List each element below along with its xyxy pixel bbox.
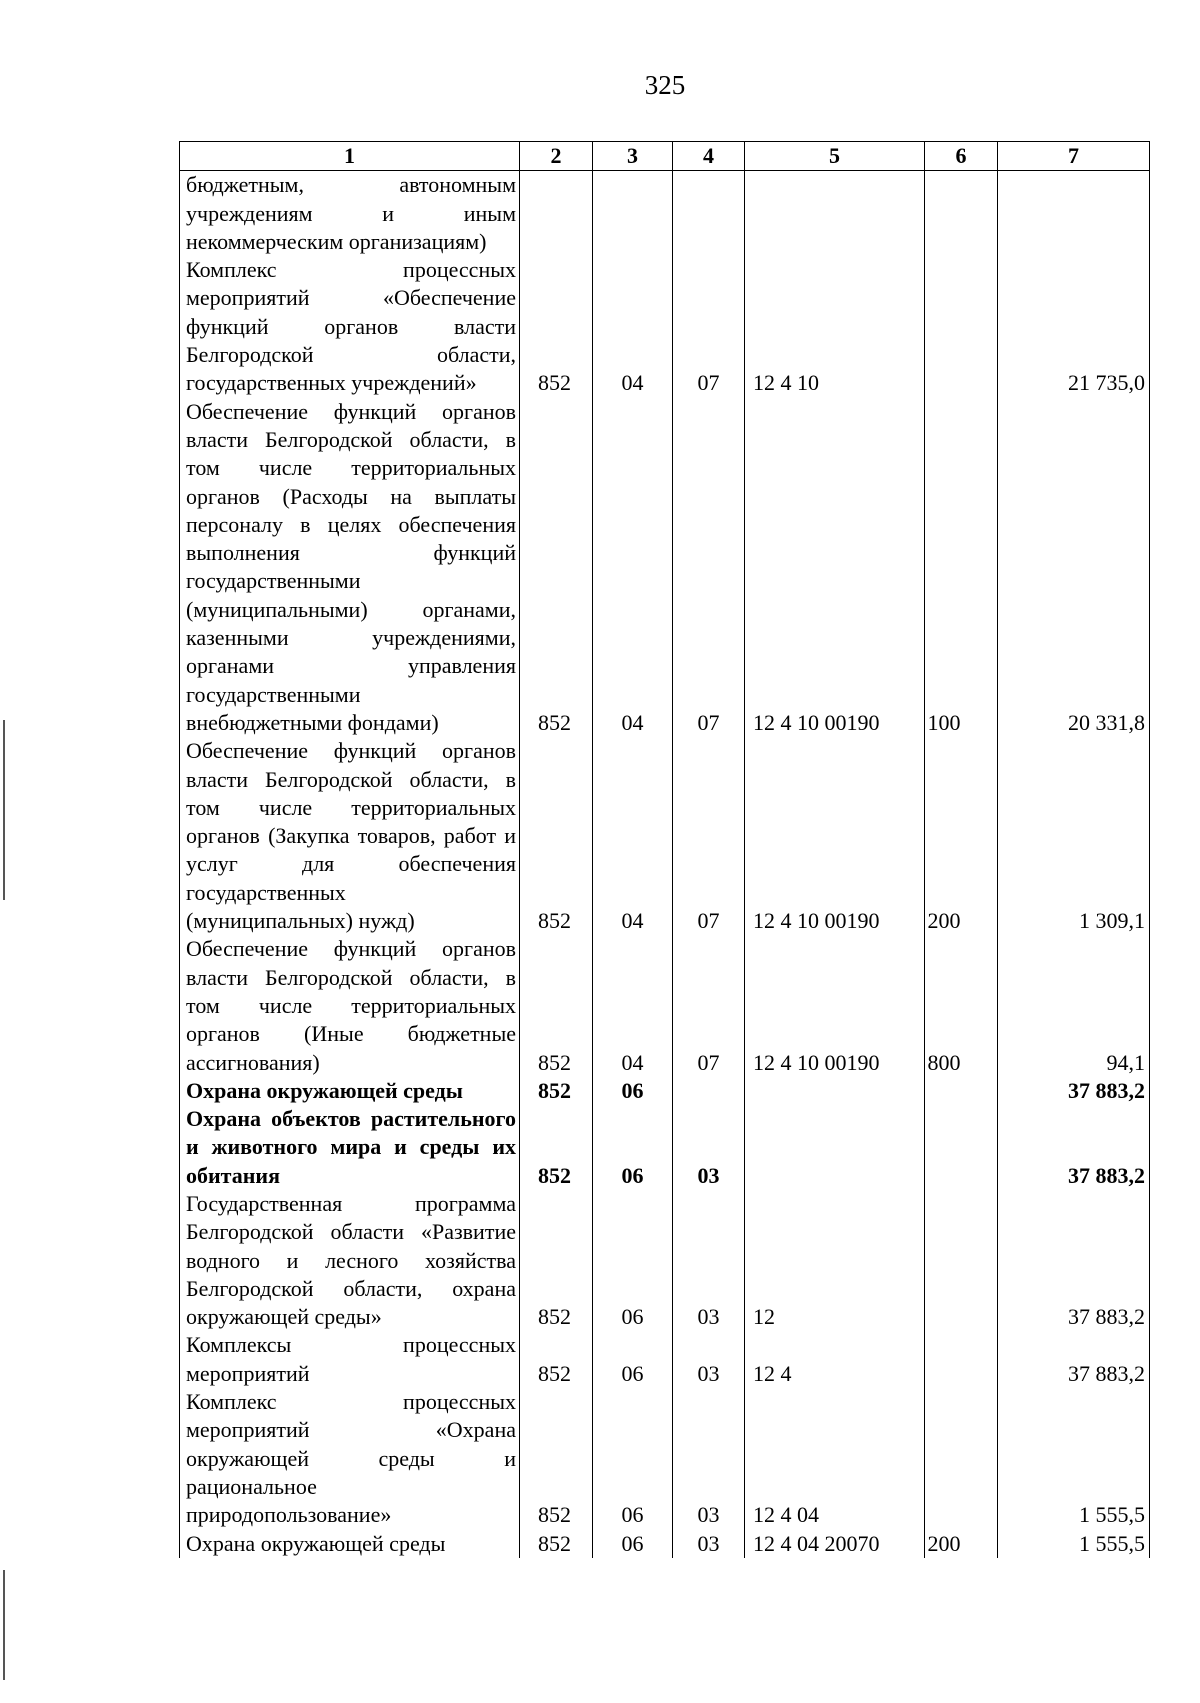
section-code: 06 — [593, 1388, 673, 1529]
subsection-code: 07 — [673, 935, 745, 1076]
department-code — [520, 171, 593, 256]
target-article-code: 12 4 — [745, 1331, 925, 1388]
table-row — [180, 935, 1150, 1076]
table-row — [180, 737, 1150, 935]
amount: 20 331,8 — [998, 398, 1150, 738]
expense-type-code: 200 — [925, 737, 998, 935]
amount: 37 883,2 — [998, 1331, 1150, 1388]
scan-edge-line — [3, 1570, 5, 1680]
department-code: 852 — [520, 1331, 593, 1388]
column-header: 5 — [745, 142, 925, 171]
department-code: 852 — [520, 737, 593, 935]
row-description: бюджетным, автономным учреждениям и иным некоммерческим организациям) — [180, 171, 520, 256]
amount: 37 883,2 — [998, 1190, 1150, 1331]
department-code: 852 — [520, 398, 593, 738]
department-code: 852 — [520, 1105, 593, 1190]
target-article-code: 12 — [745, 1190, 925, 1331]
column-header: 4 — [673, 142, 745, 171]
expense-type-code — [925, 256, 998, 397]
table-row — [180, 256, 1150, 397]
section-code: 04 — [593, 256, 673, 397]
row-description: Комплекс процессных мероприятий «Охрана окружающей среды и рациональное природопользование» — [180, 1388, 520, 1529]
target-article-code: 12 4 04 20070 — [745, 1530, 925, 1558]
column-header: 7 — [998, 142, 1150, 171]
amount — [998, 171, 1150, 256]
column-header: 1 — [180, 142, 520, 171]
target-article-code: 12 4 10 00190 — [745, 935, 925, 1076]
expense-type-code — [925, 1077, 998, 1105]
department-code: 852 — [520, 1190, 593, 1331]
amount: 1 555,5 — [998, 1530, 1150, 1558]
department-code: 852 — [520, 1530, 593, 1558]
subsection-code — [673, 171, 745, 256]
subsection-code: 07 — [673, 398, 745, 738]
subsection-code: 03 — [673, 1530, 745, 1558]
expense-type-code — [925, 171, 998, 256]
target-article-code — [745, 1105, 925, 1190]
section-code — [593, 171, 673, 256]
subsection-code: 03 — [673, 1105, 745, 1190]
expense-type-code: 200 — [925, 1530, 998, 1558]
section-code: 06 — [593, 1530, 673, 1558]
target-article-code: 12 4 10 00190 — [745, 398, 925, 738]
column-header: 6 — [925, 142, 998, 171]
section-code: 04 — [593, 398, 673, 738]
department-code: 852 — [520, 256, 593, 397]
section-code: 04 — [593, 737, 673, 935]
row-description: Обеспечение функций органов власти Белгородской области, в том числе территориальных органов (Расходы на выплаты персоналу в целях обеспечения выполнения функций государственными (муниципальными) органами, казенными учреждениями, органами управления государственными внебюджетными фондами) — [180, 398, 520, 738]
target-article-code — [745, 171, 925, 256]
row-description: Обеспечение функций органов власти Белгородской области, в том числе территориальных органов (Иные бюджетные ассигнования) — [180, 935, 520, 1076]
subsection-code: 07 — [673, 256, 745, 397]
column-header: 3 — [593, 142, 673, 171]
table-row — [180, 398, 1150, 738]
budget-table — [179, 141, 1150, 1558]
table-row — [180, 1190, 1150, 1331]
row-description: Обеспечение функций органов власти Белгородской области, в том числе территориальных органов (Закупка товаров, работ и услуг для обеспечения государственных (муниципальных) нужд) — [180, 737, 520, 935]
expense-type-code: 800 — [925, 935, 998, 1076]
department-code: 852 — [520, 1388, 593, 1529]
row-description: Комплекс процессных мероприятий «Обеспечение функций органов власти Белгородской области, государственных учреждений» — [180, 256, 520, 397]
target-article-code: 12 4 10 00190 — [745, 737, 925, 935]
table-header-row — [180, 142, 1150, 171]
table-row — [180, 171, 1150, 256]
column-header: 2 — [520, 142, 593, 171]
section-code: 06 — [593, 1105, 673, 1190]
expense-type-code — [925, 1105, 998, 1190]
scan-edge-line — [3, 720, 5, 900]
section-code: 04 — [593, 935, 673, 1076]
expense-type-code — [925, 1190, 998, 1331]
expense-type-code — [925, 1388, 998, 1529]
target-article-code: 12 4 10 — [745, 256, 925, 397]
department-code: 852 — [520, 935, 593, 1076]
amount: 37 883,2 — [998, 1105, 1150, 1190]
amount: 1 555,5 — [998, 1388, 1150, 1529]
table-row — [180, 1077, 1150, 1105]
expense-type-code: 100 — [925, 398, 998, 738]
target-article-code — [745, 1077, 925, 1105]
row-description: Охрана объектов растительного и животного мира и среды их обитания — [180, 1105, 520, 1190]
target-article-code: 12 4 04 — [745, 1388, 925, 1529]
row-description: Охрана окружающей среды — [180, 1077, 520, 1105]
amount: 1 309,1 — [998, 737, 1150, 935]
table-row — [180, 1105, 1150, 1190]
page-number: 325 — [644, 70, 686, 100]
subsection-code: 03 — [673, 1190, 745, 1331]
table-row — [180, 1388, 1150, 1529]
row-description: Государственная программа Белгородской области «Развитие водного и лесного хозяйства Белгородской области, охрана окружающей среды» — [180, 1190, 520, 1331]
subsection-code: 03 — [673, 1331, 745, 1388]
amount: 94,1 — [998, 935, 1150, 1076]
subsection-code: 07 — [673, 737, 745, 935]
table-row — [180, 1331, 1150, 1388]
row-description: Комплексы процессных мероприятий — [180, 1331, 520, 1388]
section-code: 06 — [593, 1331, 673, 1388]
table-row — [180, 1530, 1150, 1558]
subsection-code — [673, 1077, 745, 1105]
department-code: 852 — [520, 1077, 593, 1105]
subsection-code: 03 — [673, 1388, 745, 1529]
expense-type-code — [925, 1331, 998, 1388]
amount: 21 735,0 — [998, 256, 1150, 397]
section-code: 06 — [593, 1077, 673, 1105]
section-code: 06 — [593, 1190, 673, 1331]
row-description: Охрана окружающей среды — [180, 1530, 520, 1558]
amount: 37 883,2 — [998, 1077, 1150, 1105]
